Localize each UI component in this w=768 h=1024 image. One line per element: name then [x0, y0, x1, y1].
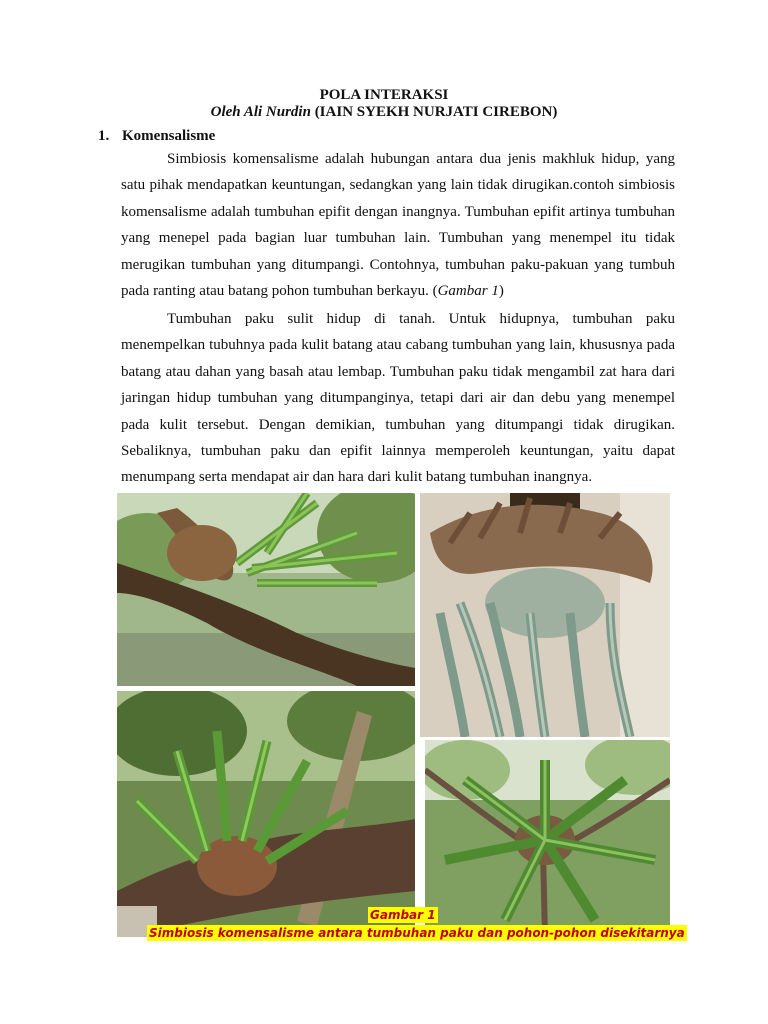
figure-caption-text: Simbiosis komensalisme antara tumbuhan paku dan pohon-pohon disekitarnya: [149, 926, 685, 940]
institution-name: (IAIN SYEKH NURJATI CIREBON): [314, 104, 558, 120]
figure-reference: Gambar 1: [437, 283, 499, 300]
figure-caption-label: Gambar 1: [370, 908, 436, 922]
photo-staghorn-fern: [420, 493, 670, 737]
author-name: Oleh Ali Nurdin: [210, 104, 311, 120]
paragraph-2: [121, 306, 675, 491]
section-heading: [98, 127, 215, 145]
document-byline: [0, 103, 768, 121]
paragraph-1-text: Simbiosis komensalisme adalah hubungan antara dua jenis makhluk hidup, yang satu pihak mendapatkan keuntungan, sedangkan yang lain tidak dirugikan.contoh simbiosis komensalisme adalah tumbuhan epifit dengan inangnya. Tumbuhan epifit artinya tumbuhan yang menepel pada bagian luar tumbuhan lain. Tumbuhan yang menempel itu tidak merugikan tumbuhan yang ditumpangi. Contohnya, tumbuhan paku-pakuan yang tumbuh pada ranting atau batang pohon tumbuhan berkayu.: [121, 151, 675, 300]
paragraph-2-text: Tumbuhan paku sulit hidup di tanah. Untuk hidupnya, tumbuhan paku menempelkan tubuhnya pada kulit batang atau cabang tumbuhan yang lain, khususnya pada batang atau dahan yang basah atau lembap. Tumbuhan paku tidak mengambil zat hara dari jaringan hidup tumbuhan yang ditumpanginya, tetapi dari air dan debu yang menempel pada kulit tersebut. Dengan demikian, tumbuhan yang ditumpangi tidak dirugikan. Sebaliknya, tumbuhan paku dan epifit lainnya memperoleh keuntungan, yaitu dapat menumpang serta mendapat air dan hara dari kulit batang tumbuhan inangnya.: [121, 311, 675, 486]
document-title: POLA INTERAKSI: [319, 87, 449, 103]
section-title: Komensalisme: [122, 128, 216, 144]
photo-fern-on-branch: [117, 493, 415, 686]
section-number: 1.: [98, 128, 110, 144]
paragraph-1-ref-open: (: [428, 283, 438, 300]
photo-fern-on-trunk: [117, 691, 415, 937]
paragraph-1: [121, 146, 675, 304]
paragraph-1-ref-close: ): [498, 283, 504, 300]
photo-fern-in-canopy: [425, 740, 670, 937]
